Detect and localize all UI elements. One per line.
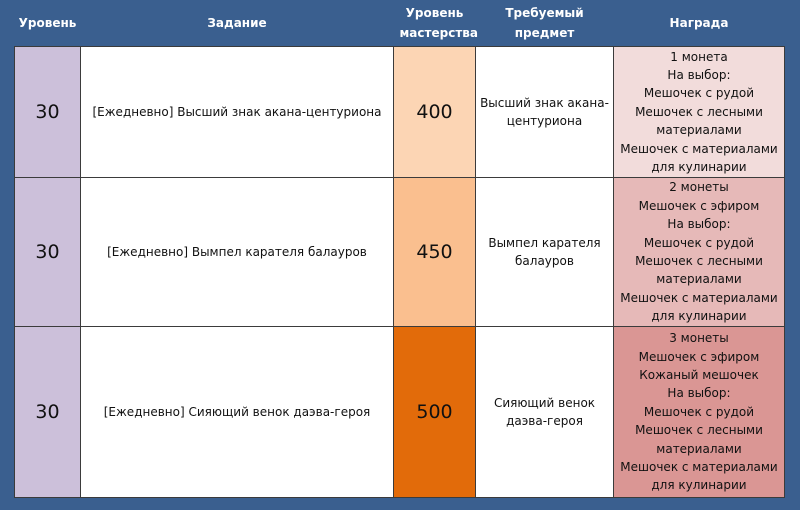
- reward-cell: [614, 47, 785, 178]
- reward-cell: [614, 178, 785, 327]
- table-row: [15, 327, 785, 498]
- reward-line: 3 монеты: [669, 331, 729, 346]
- reward-line: материалами: [656, 272, 742, 287]
- required-item-cell: Вымпел карателя балауров: [476, 178, 614, 327]
- table-row: [15, 178, 785, 327]
- header-row: [15, 0, 785, 47]
- reward-line: На выбор:: [667, 386, 731, 401]
- mastery-cell: 400: [394, 47, 476, 178]
- reward-line: 2 монеты: [669, 180, 729, 195]
- reward-cell: [614, 327, 785, 498]
- reward-line: Мешочек с материалами: [620, 290, 778, 305]
- reward-line: Мешочек с материалами: [620, 460, 778, 475]
- reward-line: Мешочек с рудой: [643, 235, 755, 250]
- reward-line: Мешочек с лесными: [635, 104, 763, 119]
- header-reward: Награда: [614, 0, 785, 47]
- required-item-cell: Сияющий венок даэва-героя: [476, 327, 614, 498]
- reward-line: Мешочек с материалами: [620, 141, 778, 156]
- task-cell: [Ежедневно] Высший знак акана-центуриона: [81, 47, 394, 178]
- mastery-cell: 450: [394, 178, 476, 327]
- reward-line: материалами: [656, 123, 742, 138]
- reward-line: Мешочек с лесными: [635, 423, 763, 438]
- reward-line: материалами: [656, 441, 742, 456]
- reward-line: Мешочек с эфиром: [638, 198, 760, 213]
- quest-table: [14, 0, 785, 498]
- level-cell: 30: [15, 47, 81, 178]
- level-cell: 30: [15, 178, 81, 327]
- reward-line: Кожаный мешочек: [639, 367, 759, 382]
- reward-line: 1 монета: [670, 49, 728, 64]
- reward-line: Мешочек с рудой: [643, 86, 755, 101]
- reward-line: На выбор:: [667, 67, 731, 82]
- reward-line: Мешочек с рудой: [643, 404, 755, 419]
- header-task: Задание: [81, 0, 394, 47]
- required-item-cell: Высший знак акана-центуриона: [476, 47, 614, 178]
- reward-line: На выбор:: [667, 217, 731, 232]
- reward-line: для кулинарии: [651, 160, 747, 175]
- reward-line: Мешочек с лесными: [635, 254, 763, 268]
- task-cell: [Ежедневно] Вымпел карателя балауров: [81, 178, 394, 327]
- header-level: Уровень: [15, 0, 81, 47]
- task-cell: [Ежедневно] Сияющий венок даэва-героя: [81, 327, 394, 498]
- level-cell: 30: [15, 327, 81, 498]
- mastery-cell: 500: [394, 327, 476, 498]
- header-mastery: Уровень мастерства: [394, 0, 476, 47]
- reward-line: для кулинарии: [651, 478, 747, 493]
- table-row: [15, 47, 785, 178]
- header-required-item: Требуемый предмет: [476, 0, 614, 47]
- reward-line: для кулинарии: [651, 309, 747, 324]
- reward-line: Мешочек с эфиром: [638, 349, 760, 364]
